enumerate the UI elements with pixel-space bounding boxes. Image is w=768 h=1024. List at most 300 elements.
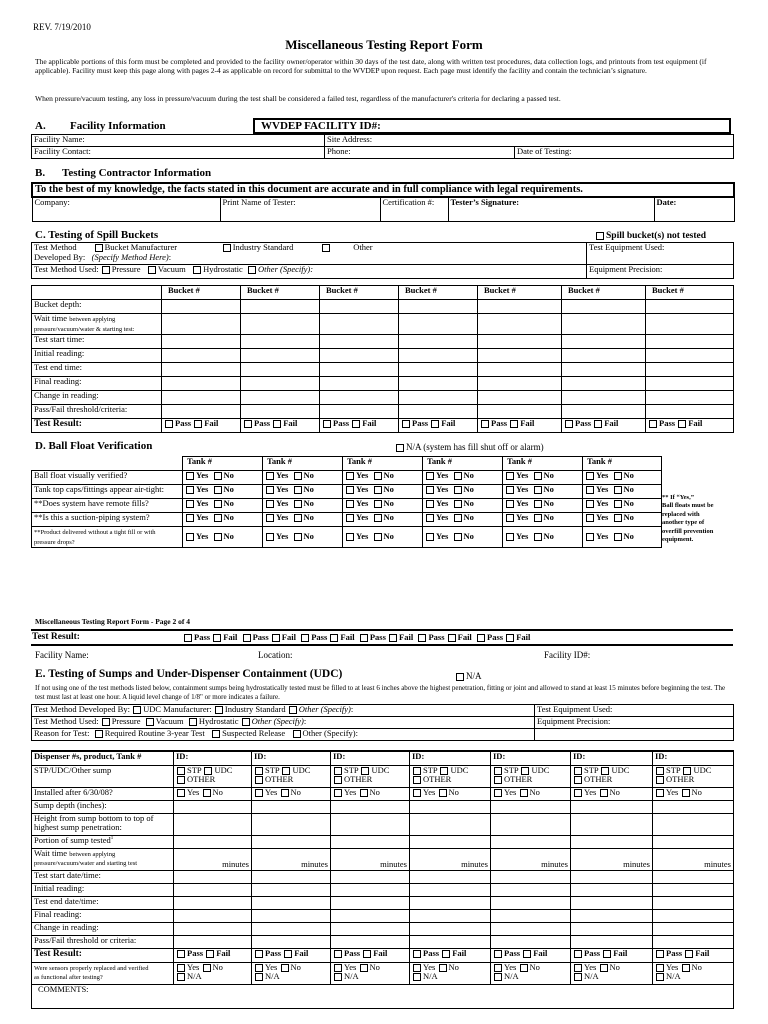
- no-checkbox[interactable]: [214, 533, 222, 541]
- fail-checkbox[interactable]: [506, 634, 514, 642]
- yes-checkbox[interactable]: [186, 500, 194, 508]
- cell[interactable]: [331, 909, 410, 922]
- cell[interactable]: [331, 922, 410, 935]
- checkbox[interactable]: [456, 673, 464, 681]
- pressure-checkbox[interactable]: [102, 718, 110, 726]
- pass-checkbox[interactable]: [418, 634, 426, 642]
- other-checkbox[interactable]: [289, 706, 297, 714]
- facility-name-field-p2[interactable]: Facility Name:: [35, 650, 89, 660]
- cell[interactable]: [174, 909, 252, 922]
- cell[interactable]: [252, 835, 331, 848]
- cell[interactable]: [410, 935, 491, 948]
- no-checkbox[interactable]: [294, 514, 302, 522]
- routine-checkbox[interactable]: [95, 730, 103, 738]
- cell[interactable]: [571, 922, 653, 935]
- fail-checkbox[interactable]: [442, 950, 450, 958]
- other-checkbox[interactable]: [334, 776, 342, 784]
- id-header[interactable]: ID:: [653, 751, 734, 765]
- yes-checkbox[interactable]: [266, 500, 274, 508]
- pass-checkbox[interactable]: [243, 634, 251, 642]
- checkbox[interactable]: [396, 444, 404, 452]
- yes-checkbox[interactable]: [255, 964, 263, 972]
- hydrostatic-checkbox[interactable]: [193, 266, 201, 274]
- sumps-na[interactable]: [455, 671, 482, 681]
- cell[interactable]: [478, 334, 562, 348]
- cell[interactable]: [174, 922, 252, 935]
- yes-checkbox[interactable]: [413, 964, 421, 972]
- yes-checkbox[interactable]: [413, 789, 421, 797]
- cell[interactable]: [478, 376, 562, 390]
- cell[interactable]: [646, 390, 734, 404]
- cell[interactable]: [653, 800, 734, 813]
- company-field[interactable]: Company:: [32, 197, 220, 221]
- cell[interactable]: [320, 362, 399, 376]
- ball-float-na[interactable]: [395, 442, 544, 452]
- tester-name-field[interactable]: Print Name of Tester:: [220, 197, 380, 221]
- pass-checkbox[interactable]: [402, 420, 410, 428]
- pass-checkbox[interactable]: [656, 950, 664, 958]
- yes-checkbox[interactable]: [506, 533, 514, 541]
- na-checkbox[interactable]: [255, 973, 263, 981]
- cell[interactable]: [399, 390, 478, 404]
- cell[interactable]: [410, 800, 491, 813]
- id-header[interactable]: ID:: [252, 751, 331, 765]
- cell[interactable]: [491, 935, 571, 948]
- cell[interactable]: [162, 300, 241, 314]
- cell[interactable]: [571, 909, 653, 922]
- pass-checkbox[interactable]: [477, 634, 485, 642]
- cell[interactable]: [571, 800, 653, 813]
- no-checkbox[interactable]: [682, 789, 690, 797]
- no-checkbox[interactable]: [454, 514, 462, 522]
- pass-checkbox[interactable]: [565, 420, 573, 428]
- pass-checkbox[interactable]: [494, 950, 502, 958]
- yes-checkbox[interactable]: [186, 514, 194, 522]
- no-checkbox[interactable]: [600, 789, 608, 797]
- fail-checkbox[interactable]: [284, 950, 292, 958]
- cell[interactable]: [331, 835, 410, 848]
- cell[interactable]: [320, 300, 399, 314]
- cell[interactable]: [491, 870, 571, 883]
- cell[interactable]: [653, 813, 734, 835]
- other-checkbox[interactable]: [574, 776, 582, 784]
- cell[interactable]: [491, 813, 571, 835]
- cell[interactable]: [410, 896, 491, 909]
- no-checkbox[interactable]: [520, 789, 528, 797]
- cell[interactable]: [252, 896, 331, 909]
- yes-checkbox[interactable]: [346, 472, 354, 480]
- pass-checkbox[interactable]: [165, 420, 173, 428]
- cell[interactable]: [646, 348, 734, 362]
- cell[interactable]: [241, 334, 320, 348]
- no-checkbox[interactable]: [374, 472, 382, 480]
- cell[interactable]: [320, 348, 399, 362]
- minutes-cell[interactable]: minutes: [252, 848, 331, 870]
- cell[interactable]: [410, 909, 491, 922]
- cell[interactable]: [320, 390, 399, 404]
- fail-checkbox[interactable]: [194, 420, 202, 428]
- no-checkbox[interactable]: [614, 486, 622, 494]
- pass-checkbox[interactable]: [323, 420, 331, 428]
- no-checkbox[interactable]: [534, 500, 542, 508]
- fail-checkbox[interactable]: [213, 634, 221, 642]
- cell[interactable]: [331, 883, 410, 896]
- na-checkbox[interactable]: [574, 973, 582, 981]
- minutes-cell[interactable]: minutes: [410, 848, 491, 870]
- yes-checkbox[interactable]: [574, 964, 582, 972]
- cell[interactable]: [478, 390, 562, 404]
- fail-checkbox[interactable]: [330, 634, 338, 642]
- cell[interactable]: [399, 314, 478, 335]
- yes-checkbox[interactable]: [346, 486, 354, 494]
- cell[interactable]: [410, 883, 491, 896]
- stp-checkbox[interactable]: [413, 767, 421, 775]
- yes-checkbox[interactable]: [334, 789, 342, 797]
- cell[interactable]: [174, 883, 252, 896]
- cell[interactable]: [162, 376, 241, 390]
- no-checkbox[interactable]: [614, 514, 622, 522]
- cell[interactable]: [562, 376, 646, 390]
- industry-standard-checkbox[interactable]: [223, 244, 231, 252]
- spill-buckets-not-tested[interactable]: [595, 231, 706, 241]
- yes-checkbox[interactable]: [506, 472, 514, 480]
- cell[interactable]: [399, 300, 478, 314]
- fail-checkbox[interactable]: [448, 634, 456, 642]
- cell[interactable]: [410, 813, 491, 835]
- pass-checkbox[interactable]: [184, 634, 192, 642]
- no-checkbox[interactable]: [454, 486, 462, 494]
- yes-checkbox[interactable]: [506, 486, 514, 494]
- cell[interactable]: [320, 404, 399, 418]
- test-equipment-used-field[interactable]: Test Equipment Used:: [535, 705, 734, 717]
- fail-checkbox[interactable]: [273, 420, 281, 428]
- cell[interactable]: [252, 813, 331, 835]
- cell[interactable]: [162, 390, 241, 404]
- cell[interactable]: [174, 870, 252, 883]
- no-checkbox[interactable]: [374, 514, 382, 522]
- no-checkbox[interactable]: [534, 514, 542, 522]
- certification-field[interactable]: Certification #:: [380, 197, 448, 221]
- fail-checkbox[interactable]: [272, 634, 280, 642]
- no-checkbox[interactable]: [214, 486, 222, 494]
- no-checkbox[interactable]: [294, 533, 302, 541]
- fail-checkbox[interactable]: [678, 420, 686, 428]
- yes-checkbox[interactable]: [186, 486, 194, 494]
- cell[interactable]: [174, 935, 252, 948]
- na-checkbox[interactable]: [177, 973, 185, 981]
- no-checkbox[interactable]: [520, 964, 528, 972]
- cell[interactable]: [320, 376, 399, 390]
- na-checkbox[interactable]: [413, 973, 421, 981]
- cell[interactable]: [571, 813, 653, 835]
- pass-checkbox[interactable]: [301, 634, 309, 642]
- pass-checkbox[interactable]: [360, 634, 368, 642]
- no-checkbox[interactable]: [203, 789, 211, 797]
- no-checkbox[interactable]: [534, 533, 542, 541]
- cell[interactable]: [252, 883, 331, 896]
- no-checkbox[interactable]: [454, 472, 462, 480]
- yes-checkbox[interactable]: [346, 533, 354, 541]
- pass-checkbox[interactable]: [177, 950, 185, 958]
- no-checkbox[interactable]: [439, 789, 447, 797]
- yes-checkbox[interactable]: [494, 789, 502, 797]
- cell[interactable]: [478, 300, 562, 314]
- date-of-testing-field[interactable]: Date of Testing:: [515, 147, 734, 159]
- stp-checkbox[interactable]: [574, 767, 582, 775]
- industry-standard-checkbox[interactable]: [215, 706, 223, 714]
- fail-checkbox[interactable]: [510, 420, 518, 428]
- cell[interactable]: [174, 800, 252, 813]
- cell[interactable]: [653, 883, 734, 896]
- no-checkbox[interactable]: [439, 964, 447, 972]
- facility-contact-field[interactable]: Facility Contact:: [32, 147, 325, 159]
- cell[interactable]: [252, 935, 331, 948]
- yes-checkbox[interactable]: [186, 472, 194, 480]
- no-checkbox[interactable]: [374, 500, 382, 508]
- yes-checkbox[interactable]: [426, 533, 434, 541]
- fail-checkbox[interactable]: [431, 420, 439, 428]
- wvdep-facility-id[interactable]: [253, 118, 731, 134]
- na-checkbox[interactable]: [656, 973, 664, 981]
- cell[interactable]: [653, 870, 734, 883]
- cell[interactable]: [162, 314, 241, 335]
- cell[interactable]: [491, 835, 571, 848]
- cell[interactable]: [252, 922, 331, 935]
- cell[interactable]: [252, 870, 331, 883]
- yes-checkbox[interactable]: [426, 472, 434, 480]
- cell[interactable]: [162, 362, 241, 376]
- no-checkbox[interactable]: [360, 964, 368, 972]
- cell[interactable]: [399, 376, 478, 390]
- cell[interactable]: [241, 362, 320, 376]
- pass-checkbox[interactable]: [649, 420, 657, 428]
- test-equipment-used-field[interactable]: Test Equipment Used:: [587, 243, 734, 265]
- cell[interactable]: [646, 376, 734, 390]
- cell[interactable]: [252, 800, 331, 813]
- cell[interactable]: [241, 376, 320, 390]
- cell[interactable]: [562, 404, 646, 418]
- suspected-release-checkbox[interactable]: [212, 730, 220, 738]
- no-checkbox[interactable]: [360, 789, 368, 797]
- pass-checkbox[interactable]: [413, 950, 421, 958]
- stp-checkbox[interactable]: [177, 767, 185, 775]
- yes-checkbox[interactable]: [255, 789, 263, 797]
- yes-checkbox[interactable]: [656, 789, 664, 797]
- yes-checkbox[interactable]: [494, 964, 502, 972]
- cell[interactable]: [174, 835, 252, 848]
- cell[interactable]: [562, 362, 646, 376]
- cell[interactable]: [241, 300, 320, 314]
- cell[interactable]: [653, 922, 734, 935]
- no-checkbox[interactable]: [214, 472, 222, 480]
- minutes-cell[interactable]: minutes: [571, 848, 653, 870]
- fail-checkbox[interactable]: [594, 420, 602, 428]
- facility-name-field[interactable]: Facility Name:: [32, 135, 325, 147]
- yes-checkbox[interactable]: [266, 533, 274, 541]
- cell[interactable]: [562, 300, 646, 314]
- cell[interactable]: [653, 909, 734, 922]
- other-checkbox[interactable]: [177, 776, 185, 784]
- other-checkbox[interactable]: [656, 776, 664, 784]
- other-checkbox[interactable]: [255, 776, 263, 784]
- id-header[interactable]: ID:: [491, 751, 571, 765]
- no-checkbox[interactable]: [203, 964, 211, 972]
- na-checkbox[interactable]: [334, 973, 342, 981]
- cell[interactable]: [331, 800, 410, 813]
- vacuum-checkbox[interactable]: [148, 266, 156, 274]
- minutes-cell[interactable]: minutes: [331, 848, 410, 870]
- yes-checkbox[interactable]: [426, 500, 434, 508]
- pass-checkbox[interactable]: [244, 420, 252, 428]
- other-checkbox[interactable]: [494, 776, 502, 784]
- no-checkbox[interactable]: [294, 472, 302, 480]
- yes-checkbox[interactable]: [656, 964, 664, 972]
- stp-checkbox[interactable]: [334, 767, 342, 775]
- no-checkbox[interactable]: [534, 472, 542, 480]
- udc-mfr-checkbox[interactable]: [133, 706, 141, 714]
- fail-checkbox[interactable]: [523, 950, 531, 958]
- cell[interactable]: [646, 404, 734, 418]
- cell[interactable]: [331, 813, 410, 835]
- no-checkbox[interactable]: [374, 533, 382, 541]
- cell[interactable]: [646, 362, 734, 376]
- checkbox[interactable]: [596, 232, 604, 240]
- cell[interactable]: [174, 896, 252, 909]
- no-checkbox[interactable]: [614, 500, 622, 508]
- yes-checkbox[interactable]: [506, 514, 514, 522]
- yes-checkbox[interactable]: [586, 514, 594, 522]
- yes-checkbox[interactable]: [186, 533, 194, 541]
- no-checkbox[interactable]: [214, 514, 222, 522]
- cell[interactable]: [646, 334, 734, 348]
- fail-checkbox[interactable]: [685, 950, 693, 958]
- no-checkbox[interactable]: [682, 964, 690, 972]
- yes-checkbox[interactable]: [346, 500, 354, 508]
- stp-checkbox[interactable]: [656, 767, 664, 775]
- yes-checkbox[interactable]: [177, 964, 185, 972]
- cell[interactable]: [241, 314, 320, 335]
- fail-checkbox[interactable]: [603, 950, 611, 958]
- fail-checkbox[interactable]: [352, 420, 360, 428]
- other-checkbox[interactable]: [242, 718, 250, 726]
- no-checkbox[interactable]: [281, 964, 289, 972]
- cell[interactable]: [562, 348, 646, 362]
- cell[interactable]: [399, 348, 478, 362]
- id-header[interactable]: ID:: [571, 751, 653, 765]
- no-checkbox[interactable]: [374, 486, 382, 494]
- pressure-checkbox[interactable]: [102, 266, 110, 274]
- no-checkbox[interactable]: [294, 500, 302, 508]
- cell[interactable]: [478, 314, 562, 335]
- minutes-cell[interactable]: minutes: [174, 848, 252, 870]
- cell[interactable]: [410, 835, 491, 848]
- cell[interactable]: [252, 909, 331, 922]
- yes-checkbox[interactable]: [586, 486, 594, 494]
- pass-checkbox[interactable]: [334, 950, 342, 958]
- cell[interactable]: [646, 300, 734, 314]
- cell[interactable]: [562, 390, 646, 404]
- cell[interactable]: [571, 883, 653, 896]
- id-header[interactable]: ID:: [331, 751, 410, 765]
- no-checkbox[interactable]: [294, 486, 302, 494]
- other-checkbox[interactable]: [322, 244, 330, 252]
- no-checkbox[interactable]: [534, 486, 542, 494]
- cell[interactable]: [491, 800, 571, 813]
- cell[interactable]: [478, 362, 562, 376]
- other-checkbox[interactable]: [293, 730, 301, 738]
- cell[interactable]: [162, 348, 241, 362]
- other-checkbox[interactable]: [413, 776, 421, 784]
- other-checkbox[interactable]: [248, 266, 256, 274]
- yes-checkbox[interactable]: [506, 500, 514, 508]
- cell[interactable]: [653, 835, 734, 848]
- facility-id-field-p2[interactable]: Facility ID#:: [544, 650, 591, 660]
- cell[interactable]: [399, 362, 478, 376]
- yes-checkbox[interactable]: [574, 789, 582, 797]
- tester-signature-field[interactable]: Tester’s Signature:: [448, 197, 654, 221]
- equipment-precision-field[interactable]: Equipment Precision:: [535, 717, 734, 729]
- yes-checkbox[interactable]: [586, 472, 594, 480]
- cell[interactable]: [241, 404, 320, 418]
- cell[interactable]: [491, 883, 571, 896]
- hydrostatic-checkbox[interactable]: [189, 718, 197, 726]
- pass-checkbox[interactable]: [481, 420, 489, 428]
- id-header[interactable]: ID:: [410, 751, 491, 765]
- comments-field[interactable]: COMMENTS:: [32, 984, 734, 1008]
- cell[interactable]: [571, 935, 653, 948]
- no-checkbox[interactable]: [214, 500, 222, 508]
- minutes-cell[interactable]: minutes: [653, 848, 734, 870]
- cell[interactable]: [162, 334, 241, 348]
- cell[interactable]: [571, 870, 653, 883]
- yes-checkbox[interactable]: [426, 486, 434, 494]
- yes-checkbox[interactable]: [266, 486, 274, 494]
- no-checkbox[interactable]: [454, 533, 462, 541]
- yes-checkbox[interactable]: [346, 514, 354, 522]
- site-address-field[interactable]: Site Address:: [325, 135, 734, 147]
- id-header[interactable]: ID:: [174, 751, 252, 765]
- yes-checkbox[interactable]: [334, 964, 342, 972]
- cell[interactable]: [562, 334, 646, 348]
- cell[interactable]: [399, 404, 478, 418]
- cell[interactable]: [571, 835, 653, 848]
- pass-checkbox[interactable]: [255, 950, 263, 958]
- no-checkbox[interactable]: [281, 789, 289, 797]
- yes-checkbox[interactable]: [586, 533, 594, 541]
- cell[interactable]: [399, 334, 478, 348]
- cell[interactable]: [478, 404, 562, 418]
- yes-checkbox[interactable]: [586, 500, 594, 508]
- no-checkbox[interactable]: [454, 500, 462, 508]
- signature-date-field[interactable]: Date:: [654, 197, 734, 221]
- cell[interactable]: [331, 896, 410, 909]
- cell[interactable]: [331, 935, 410, 948]
- cell[interactable]: [241, 348, 320, 362]
- yes-checkbox[interactable]: [266, 514, 274, 522]
- yes-checkbox[interactable]: [426, 514, 434, 522]
- cell[interactable]: [646, 314, 734, 335]
- location-field[interactable]: Location:: [258, 650, 293, 660]
- cell[interactable]: [174, 813, 252, 835]
- cell[interactable]: [653, 935, 734, 948]
- no-checkbox[interactable]: [614, 472, 622, 480]
- stp-checkbox[interactable]: [494, 767, 502, 775]
- pass-checkbox[interactable]: [574, 950, 582, 958]
- no-checkbox[interactable]: [600, 964, 608, 972]
- minutes-cell[interactable]: minutes: [491, 848, 571, 870]
- cell[interactable]: [653, 896, 734, 909]
- cell[interactable]: [410, 870, 491, 883]
